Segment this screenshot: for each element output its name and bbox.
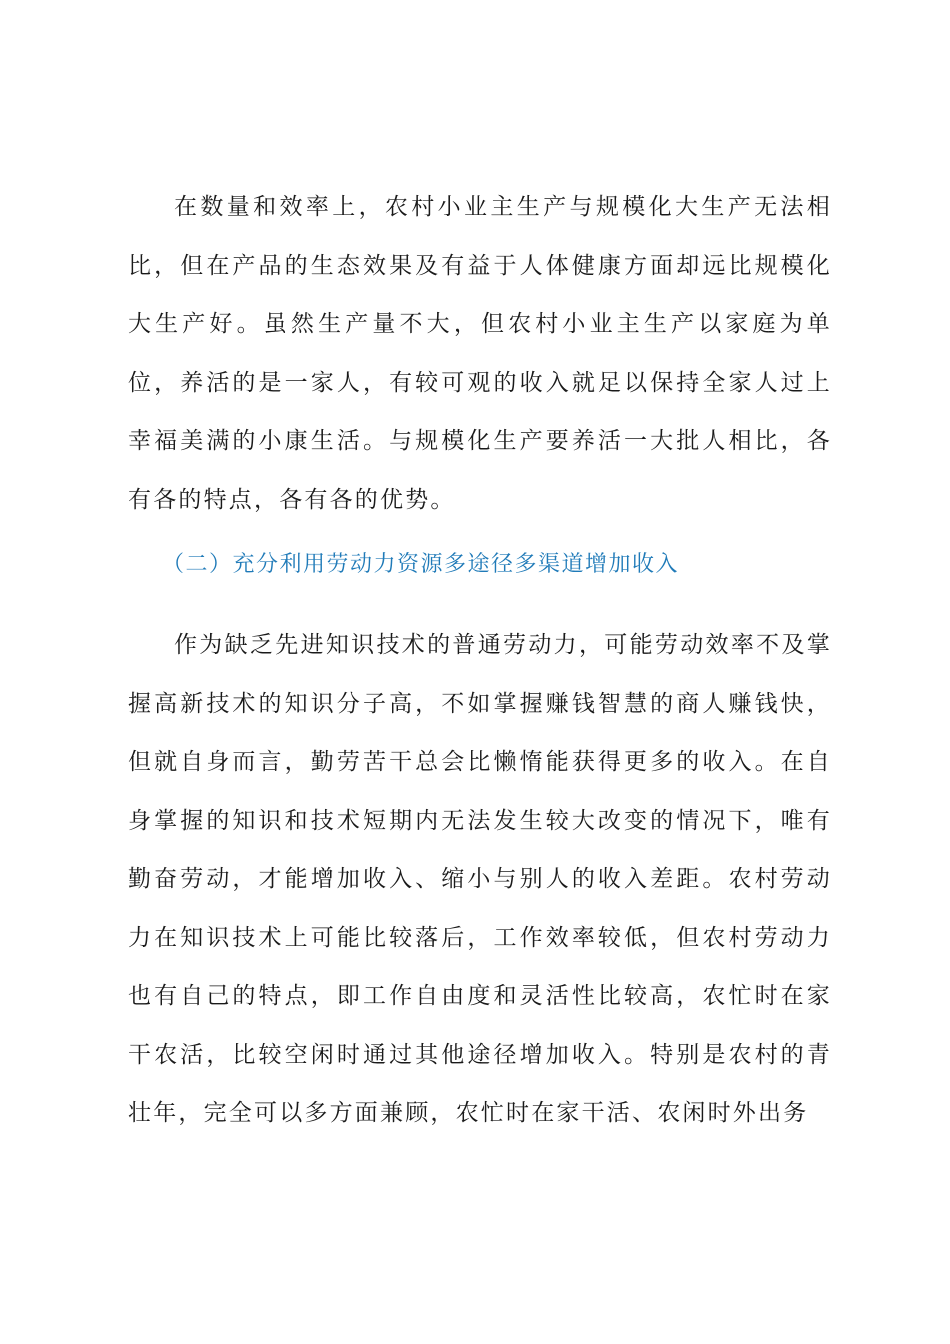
section-heading: （二）充分利用劳动力资源多途径多渠道增加收入 bbox=[162, 552, 680, 577]
body-paragraph: 在数量和效率上，农村小业主生产与规模化大生产无法相比，但在产品的生态效果及有益于人体健康方面却远比规模化大生产好。虽然生产量不大，但农村小业主生产以家庭为单位，养活的是一家人，有较可观的收入就足以保持全家人过上幸福美满的小康生活。与规模化生产要养活一大批人相比，各有各的特点，各有各的优势。 bbox=[128, 194, 832, 513]
body-paragraph: 作为缺乏先进知识技术的普通劳动力，可能劳动效率不及掌握高新技术的知识分子高，不如掌握赚钱智慧的商人赚钱快，但就自身而言，勤劳苦干总会比懒惰能获得更多的收入。在自身掌握的知识和技术短期内无法发生较大改变的情况下，唯有勤奋劳动，才能增加收入、缩小与别人的收入差距。农村劳动力在知识技术上可能比较落后，工作效率较低，但农村劳动力也有自己的特点，即工作自由度和灵活性比较高，农忙时在家干农活，比较空闲时通过其他途径增加收入。特别是农村的青壮年，完全可以多方面兼顾，农忙时在家干活、农闲时外出务 bbox=[128, 632, 832, 1126]
